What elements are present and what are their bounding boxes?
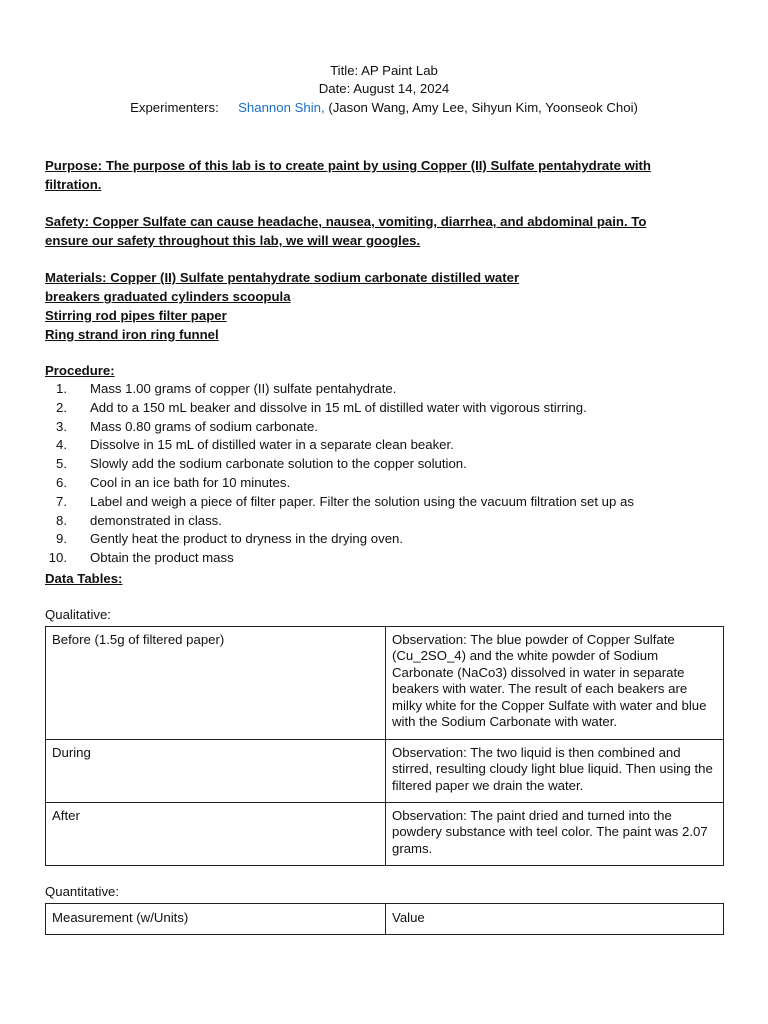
quantitative-label: Quantitative: — [45, 884, 120, 899]
procedure-step: 7. Label and weigh a piece of filter paper. Filter the solution using the vacuum filtration set up as — [56, 493, 634, 509]
experimenters-line — [0, 99, 768, 117]
procedure-step: 5. Slowly add the sodium carbonate solution to the copper solution. — [56, 456, 467, 472]
procedure-step: 2. Add to a 150 mL beaker and dissolve in 15 mL of distilled water with vigorous stirring. — [56, 399, 587, 415]
procedure-list — [45, 380, 634, 568]
table-row — [46, 740, 724, 803]
table-row — [46, 803, 724, 866]
procedure-heading: Procedure: — [45, 363, 115, 378]
table-row — [46, 627, 724, 740]
materials-line: Ring strand iron ring funnel — [45, 327, 219, 342]
purpose-line: filtration. — [45, 177, 102, 192]
purpose-line: Purpose: The purpose of this lab is to create paint by using Copper (II) Sulfate pentahydrate with — [45, 158, 651, 173]
procedure-step: 6. Cool in an ice bath for 10 minutes. — [56, 474, 291, 490]
materials-line: breakers graduated cylinders scoopula — [45, 289, 291, 304]
stage-cell: During — [46, 740, 386, 803]
table-header-row — [46, 904, 724, 935]
safety-section — [45, 212, 735, 250]
procedure-step: 4. Dissolve in 15 mL of distilled water in a separate clean beaker. — [56, 437, 454, 453]
stage-cell: After — [46, 803, 386, 866]
doc-date: Date: August 14, 2024 — [318, 81, 450, 96]
experimenters-label: Experimenters: — [130, 100, 219, 115]
materials-line: Stirring rod pipes filter paper — [45, 308, 227, 323]
safety-line: ensure our safety throughout this lab, we will wear googles. — [45, 233, 421, 248]
procedure-step: 8. demonstrated in class. — [56, 512, 222, 528]
safety-line: Safety: Copper Sulfate can cause headache, nausea, vomiting, diarrhea, and abdominal pain. To — [45, 214, 647, 229]
procedure-step: 9. Gently heat the product to dryness in the drying oven. — [56, 531, 404, 547]
materials-section — [45, 268, 735, 344]
column-header-value: Value — [386, 904, 724, 935]
purpose-section — [45, 156, 735, 194]
observation-cell: Observation: The blue powder of Copper Sulfate (Cu_2SO_4) and the white powder of Sodium Carbonate (NaCo3) dissolved in water in separate beakers with water. The result of each beakers are milky white for the Copper Sulfate with water and blue with the Sodium Carbonate with water. — [386, 627, 724, 740]
data-tables-heading: Data Tables: — [45, 571, 123, 586]
procedure-step: 3. Mass 0.80 grams of sodium carbonate. — [56, 418, 318, 434]
column-header-measurement: Measurement (w/Units) — [46, 904, 386, 935]
procedure-step: 10. Obtain the product mass — [48, 550, 234, 566]
observation-cell: Observation: The two liquid is then combined and stirred, resulting cloudy light blue liquid. Then using the filtered paper we drain the water. — [386, 740, 724, 803]
qualitative-table — [45, 626, 724, 866]
quantitative-table — [45, 903, 724, 935]
stage-cell: Before (1.5g of filtered paper) — [46, 627, 386, 740]
observation-cell: Observation: The paint dried and turned into the powdery substance with teel color. The paint was 2.07 grams. — [386, 803, 724, 866]
qualitative-label: Qualitative: — [45, 607, 111, 622]
other-experimenters: (Jason Wang, Amy Lee, Sihyun Kim, Yoonseok Choi) — [328, 100, 638, 115]
procedure-step: 1. Mass 1.00 grams of copper (II) sulfate pentahydrate. — [56, 381, 397, 396]
lead-experimenter: Shannon Shin, — [238, 100, 325, 115]
materials-line: Materials: Copper (II) Sulfate pentahydrate sodium carbonate distilled water — [45, 270, 520, 285]
doc-title: Title: AP Paint Lab — [330, 63, 438, 78]
